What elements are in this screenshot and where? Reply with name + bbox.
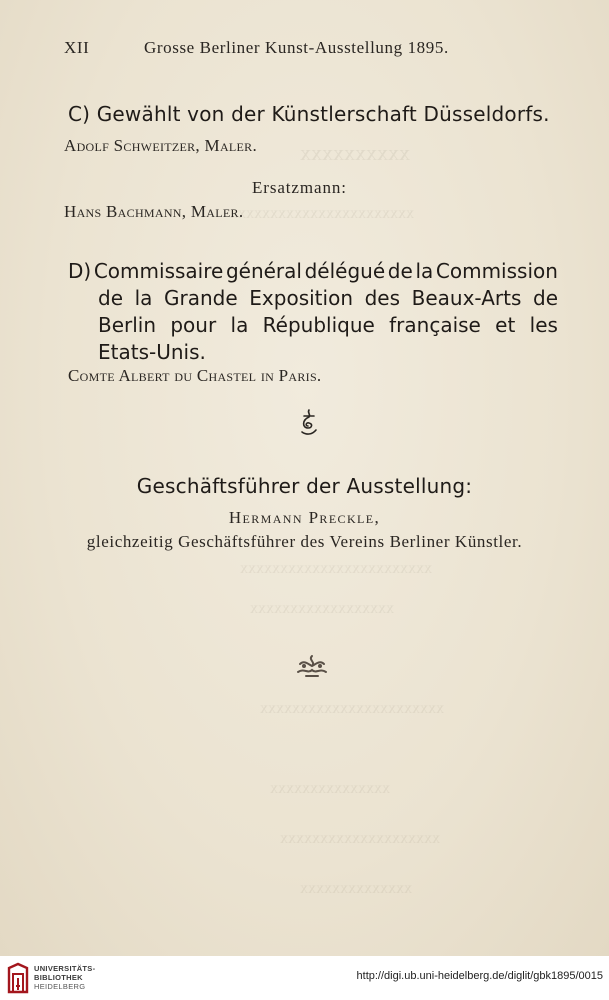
- heading-word: République: [262, 313, 375, 337]
- heading-word: les: [529, 313, 558, 337]
- heading-word: pour: [170, 313, 217, 337]
- section-c-heading: C) Gewählt von der Künstlerschaft Düsseldorfs.: [68, 102, 550, 126]
- section-d-heading: [68, 258, 558, 366]
- section-d-heading-line-4: [68, 339, 558, 366]
- section-c-member: Adolf Schweitzer, Maler.: [64, 136, 258, 155]
- heading-word: Commissaire: [93, 259, 224, 283]
- heading-word: la: [134, 286, 153, 310]
- section-d-member: Comte Albert du Chastel in Paris.: [68, 366, 322, 385]
- heading-word: délégué: [304, 259, 386, 283]
- heading-word: Commission: [435, 259, 558, 283]
- running-header: [64, 38, 554, 62]
- heading-word: la: [230, 313, 249, 337]
- substitute-label: Ersatzmann:: [252, 178, 347, 197]
- heading-word: Exposition: [249, 286, 353, 310]
- heading-word: Etats-Unis.: [98, 340, 206, 364]
- library-name: [34, 964, 95, 991]
- heading-word: française: [389, 313, 481, 337]
- heading-word: Berlin: [98, 313, 157, 337]
- library-name-line-1: UNIVERSITÄTS-: [34, 964, 96, 973]
- manager-role: gleichzeitig Geschäftsführer des Vereins Berliner Künstler.: [86, 532, 523, 551]
- bleed-through-texture: xxxxxxxxxx xxxxxxxxxxxxxxxxxxxxxxx xxxxxxxxxxxxxxxxxxxxxxxx xxxxxxxxxxxxxxxxxx xxxxxxxxxxxxxxxxxxxxxxx xxxxxxxxxxxxxxx xxxxxxxxxxxxxxxxxxxx xxxxxxxxxxxxxx: [230, 140, 444, 897]
- library-logo-icon[interactable]: [6, 962, 30, 994]
- page-number: XII: [64, 38, 90, 57]
- permalink-url[interactable]: http://digi.ub.uni-heidelberg.de/diglit/gbk1895/0015: [356, 970, 603, 982]
- heading-word: D): [68, 259, 92, 283]
- section-c-substitute: Hans Bachmann, Maler.: [64, 202, 244, 221]
- management-heading: Geschäftsführer der Ausstellung:: [136, 474, 473, 498]
- heading-word: la: [415, 259, 434, 283]
- running-title: Grosse Berliner Kunst-Ausstellung 1895.: [144, 38, 449, 57]
- heading-word: et: [495, 313, 516, 337]
- library-name-line-3: HEIDELBERG: [34, 982, 86, 991]
- manager-name: Hermann Preckle,: [228, 508, 381, 527]
- heading-word: de: [98, 286, 123, 310]
- heading-word: de: [387, 259, 413, 283]
- section-d-heading-line-3: [68, 312, 558, 339]
- heading-word: de: [533, 286, 558, 310]
- heading-word: général: [225, 259, 302, 283]
- section-d-heading-line-2: [68, 285, 558, 312]
- heading-word: des: [364, 286, 401, 310]
- section-d-heading-line-1: [68, 258, 558, 285]
- heading-word: Grande: [164, 286, 238, 310]
- vignette-ornament-icon: [292, 652, 332, 682]
- library-name-line-2: BIBLIOTHEK: [34, 973, 83, 982]
- heading-word: Beaux-Arts: [411, 286, 522, 310]
- fleuron-ornament-icon: [296, 408, 322, 438]
- digitization-footer: [0, 956, 609, 1000]
